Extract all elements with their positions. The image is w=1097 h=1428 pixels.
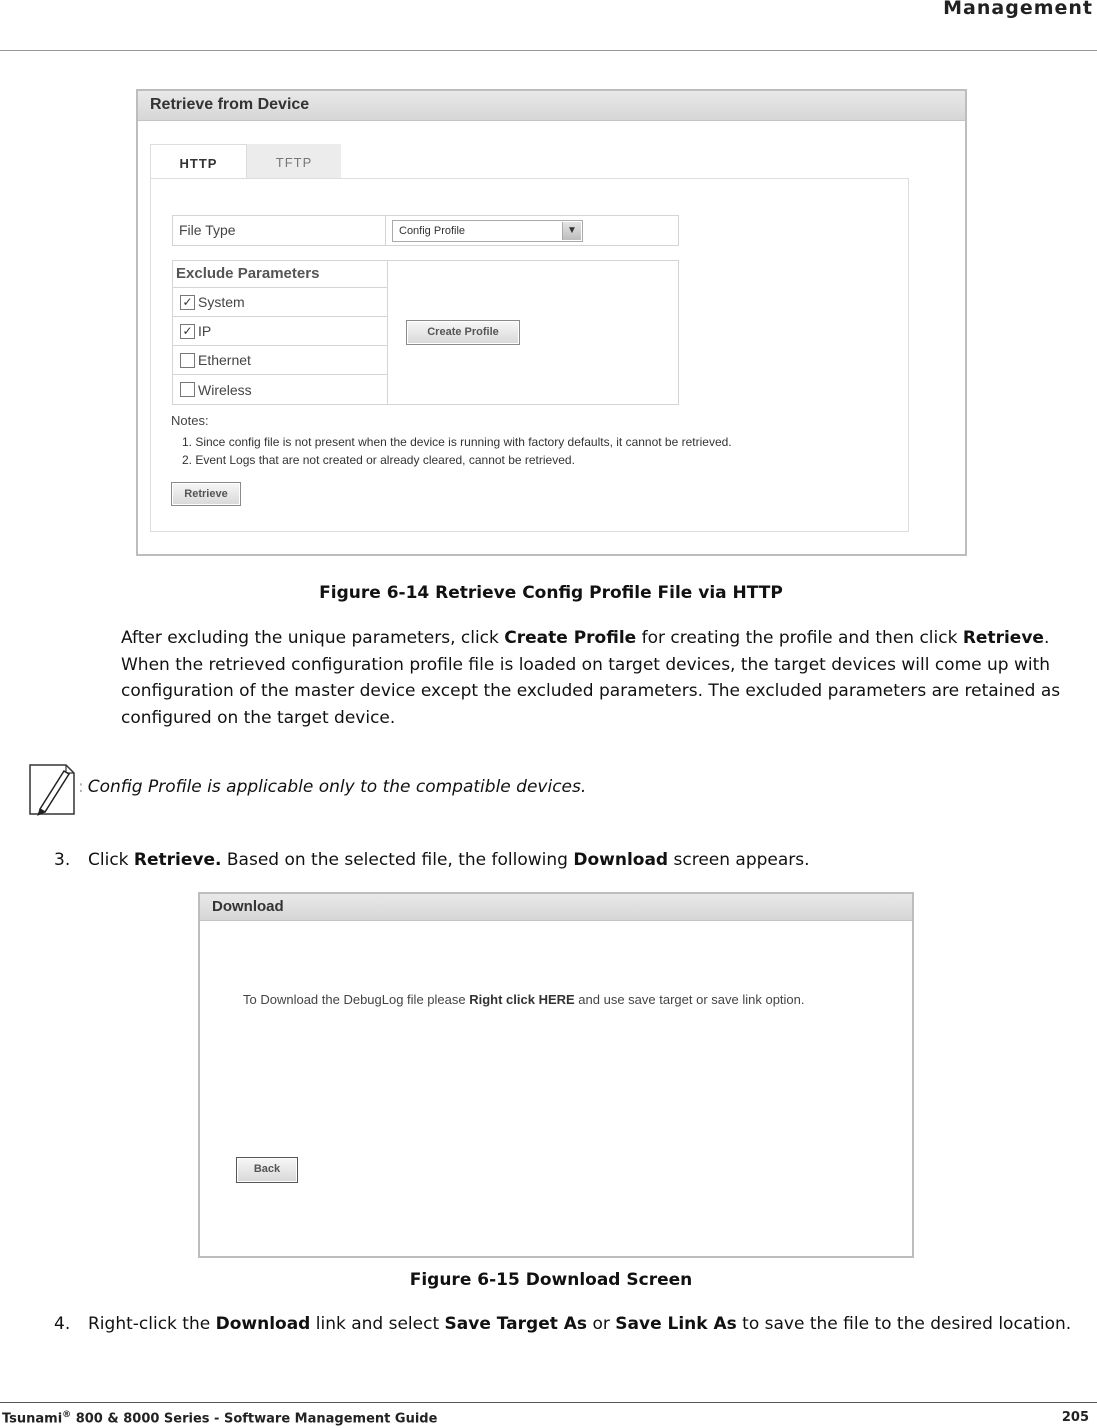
system-checkbox[interactable]: ✓ [180,295,195,310]
footer-divider [0,1402,1097,1403]
back-button[interactable]: Back [236,1157,298,1183]
bold-run: Save Link As [615,1314,737,1334]
exclude-item-wireless[interactable] [173,375,387,404]
step-number: 3. [54,850,71,870]
notes-title: Notes: [171,413,209,428]
ethernet-checkbox[interactable] [180,353,195,368]
tab-http[interactable]: HTTP [150,144,247,179]
bold-run: Download [573,850,669,870]
exclude-parameters-list [173,261,388,404]
pencil-note-icon [26,759,78,817]
bold-run: Retrieve. [133,850,222,870]
step-3 [54,850,810,870]
ip-checkbox[interactable]: ✓ [180,324,195,339]
body-paragraph [121,625,1081,731]
text-run: link and select [310,1314,445,1334]
panel-title: Download [200,894,912,921]
footer-reg-mark: ® [62,1410,72,1420]
figure-caption: Figure 6-15 Download Screen [409,1270,693,1290]
text-run: Click [88,850,134,870]
download-screenshot [198,892,914,1258]
note-line: 1. Since config file is not present when the device is running with factory defaults, it cannot be retrieved. [182,435,732,449]
bold-run: Download [215,1314,311,1334]
retrieve-button[interactable]: Retrieve [171,482,241,506]
exclude-item-label: System [198,294,245,310]
step-number: 4. [54,1314,71,1334]
chevron-down-icon[interactable]: ▼ [562,222,581,240]
panel-title: Retrieve from Device [138,91,965,121]
note-line: 2. Event Logs that are not created or already cleared, cannot be retrieved. [182,453,575,467]
text-run: To Download the DebugLog file please [243,992,470,1007]
create-profile-button[interactable]: Create Profile [406,320,520,345]
retrieve-from-device-screenshot [136,89,967,556]
text-run: and use save target or save link option. [574,992,805,1007]
text-run: After excluding the unique parameters, click [121,628,505,648]
exclude-item-label: Wireless [198,381,252,398]
figure-caption: Figure 6-14 Retrieve Config Profile File via HTTP [319,583,783,603]
file-type-select[interactable] [392,220,583,242]
download-link[interactable]: Right click HERE [469,992,575,1007]
footer-guide-name: 800 & 8000 Series - Software Management Guide [71,1411,438,1427]
text-run: Right-click the [88,1314,216,1334]
exclude-item-label: Ethernet [198,352,251,368]
footer-product: Tsunami [2,1411,63,1427]
exclude-item-label: IP [198,323,212,339]
text-run: to save the file to the desired location. [736,1314,1072,1334]
footer-guide-title [2,1410,437,1426]
exclude-parameters-heading: Exclude Parameters [173,261,387,288]
note-text [78,777,586,797]
file-type-value: Config Profile [399,225,466,237]
text-run: Based on the selected file, the following [221,850,574,870]
header-divider [0,50,1097,51]
bold-run: Save Target As [444,1314,588,1334]
exclude-item-ip[interactable] [173,317,387,346]
bold-run: Retrieve [962,628,1044,648]
note-body: Config Profile is applicable only to the compatible devices. [87,777,587,797]
exclude-item-system[interactable] [173,288,387,317]
tab-tftp[interactable]: TFTP [247,144,341,179]
text-run: . When the retrieved configuration profile file is loaded on target devices, the target devices will come up with configuration of the master device except the excluded parameters. The excluded parameters are retained as configured on the target device. [121,628,1061,728]
text-run: or [587,1314,616,1334]
exclude-item-ethernet[interactable] [173,346,387,375]
page-header-title: Management [943,0,1093,19]
note-colon: : [78,777,84,797]
download-instructions [243,992,805,1007]
step-4 [54,1314,1071,1334]
wireless-checkbox[interactable] [180,382,195,397]
page-number: 205 [1061,1410,1089,1425]
text-run: for creating the profile and then click [636,628,963,648]
file-type-label: File Type [173,216,386,245]
file-type-row [172,215,679,246]
bold-run: Create Profile [504,628,637,648]
text-run: screen appears. [668,850,810,870]
